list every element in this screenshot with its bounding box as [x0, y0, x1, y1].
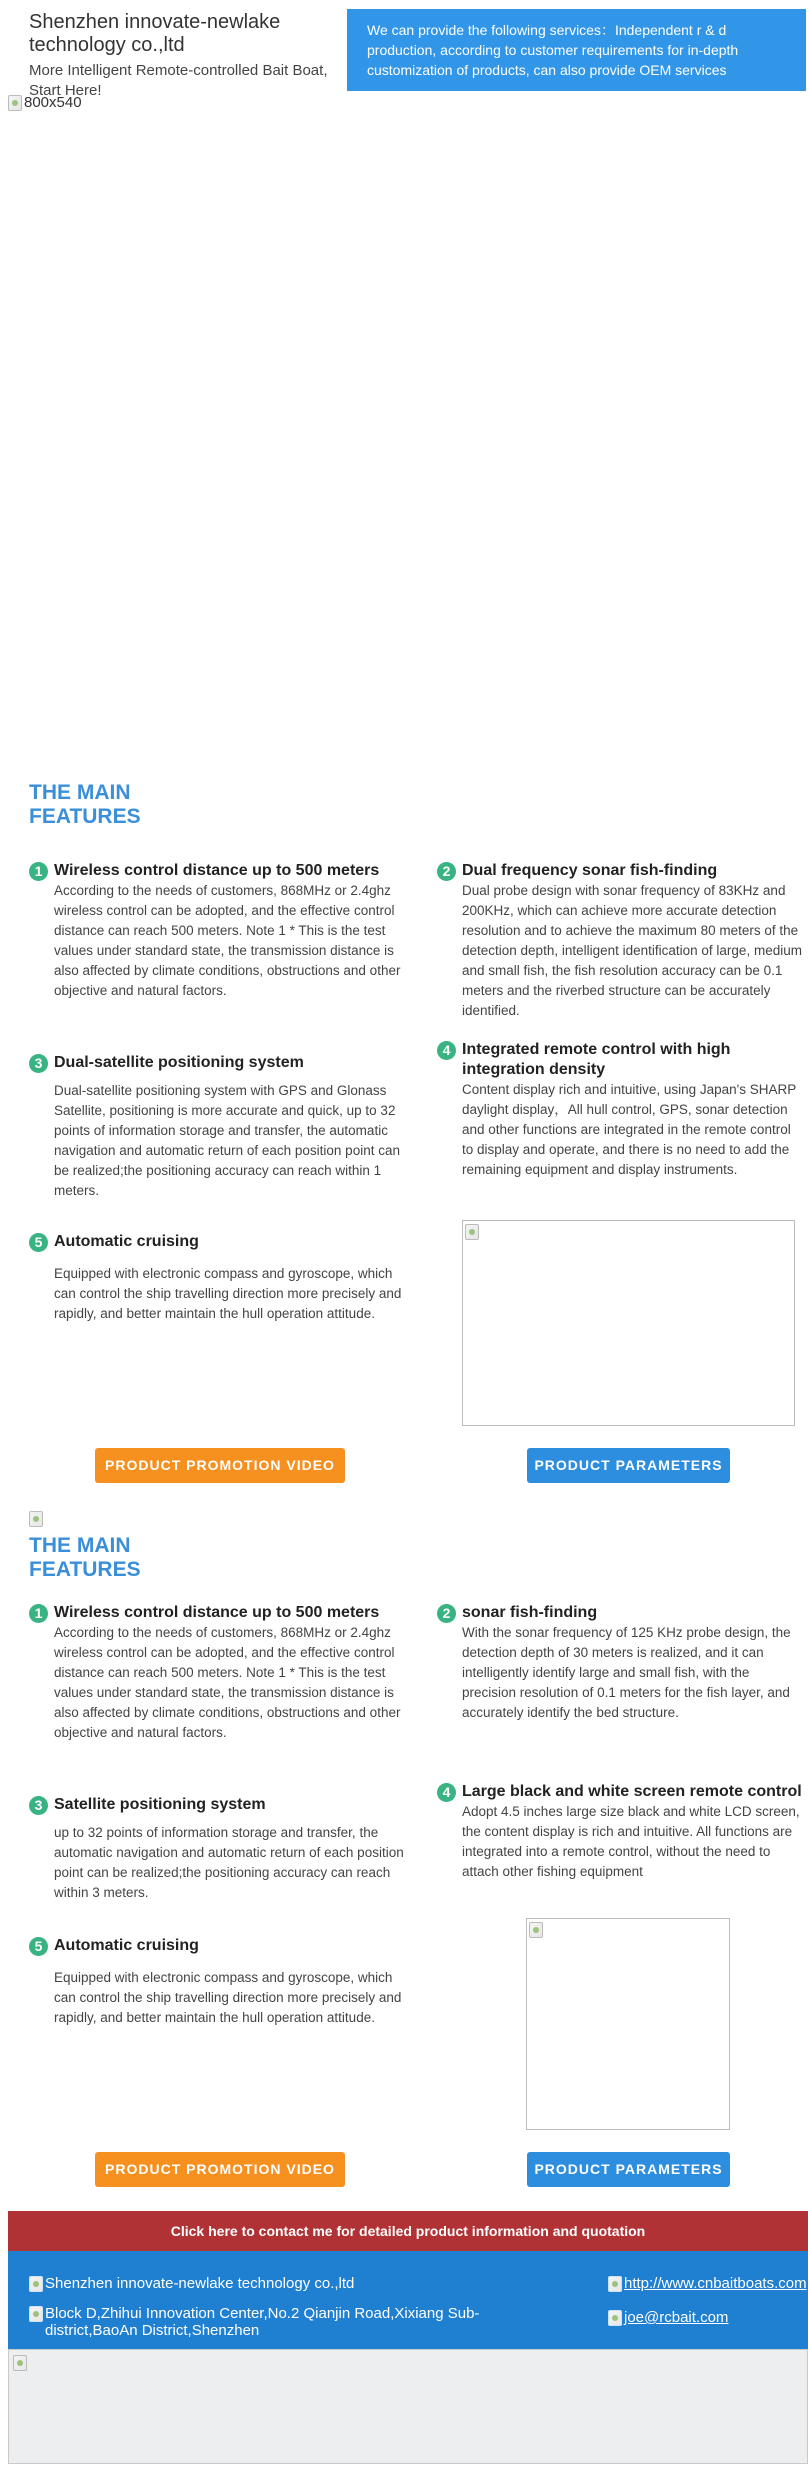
feature-item	[29, 1603, 409, 1743]
feature-number: 1	[29, 1604, 48, 1623]
feature-item	[437, 1782, 802, 1882]
location-icon	[29, 2306, 43, 2322]
company-slogan: More Intelligent Remote-controlled Bait Boat, Start Here!	[29, 62, 328, 99]
feature-item	[29, 1795, 409, 1903]
product-promotion-video-button[interactable]: PRODUCT PROMOTION VIDEO	[95, 2152, 345, 2187]
bottom-map-image	[8, 2349, 808, 2464]
footer-address	[29, 2305, 569, 2339]
feature-item	[437, 1040, 802, 1180]
footer-email[interactable]	[608, 2309, 728, 2326]
footer-website[interactable]	[608, 2275, 807, 2292]
feature-title: sonar fish-finding	[462, 1604, 598, 1621]
globe-icon	[608, 2276, 622, 2292]
feature-number: 2	[437, 862, 456, 881]
feature-item	[29, 1232, 409, 1324]
feature-title: Automatic cruising	[54, 1233, 199, 1250]
feature-description: Content display rich and intuitive, using Japan's SHARP daylight display，All hull control, GPS, sonar detection and other functions are integrated in the remote control to display and operate, and there is no need to add the remaining equipment and display instruments.	[462, 1082, 797, 1177]
feature-description: Equipped with electronic compass and gyroscope, which can control the ship travelling direction more precisely and rapidly, and better maintain the hull operation attitude.	[54, 1970, 402, 2025]
feature-item	[29, 1936, 409, 2028]
feature-description: According to the needs of customers, 868MHz or 2.4ghz wireless control can be adopted, and the effective control distance can reach 500 meters. Note 1 * This is the test values under standard state, the transmission distance is also affected by climate conditions, obstructions and other objective and natural factors.	[54, 1625, 401, 1740]
company-name: Shenzhen innovate-newlake technology co.,ltd	[29, 11, 281, 56]
email-link[interactable]: joe@rcbait.com	[624, 2309, 729, 2326]
feature-description: With the sonar frequency of 125 KHz probe design, the detection depth of 30 meters is realized, and it can intelligently identify large and small fish, with the precision resolution of 0.1 meters for the fish layer, and accurately identify the bed structure.	[462, 1625, 791, 1720]
section-divider-image	[29, 1510, 43, 1532]
mail-icon	[608, 2310, 622, 2326]
remote-control-image	[462, 1220, 795, 1426]
product-parameters-button[interactable]: PRODUCT PARAMETERS	[527, 1448, 730, 1483]
footer-address-text: Block D,Zhihui Innovation Center,No.2 Qianjin Road,Xixiang Sub-district,BaoAn District,Shenzhen	[45, 2305, 480, 2339]
section-title: THE MAIN FEATURES	[29, 1534, 141, 1581]
feature-title: Satellite positioning system	[54, 1796, 266, 1813]
feature-description: up to 32 points of information storage and transfer, the automatic navigation and automatic return of each position point can be realized;the positioning accuracy can reach within 3 meters.	[54, 1825, 404, 1900]
broken-image-icon	[29, 1511, 43, 1527]
broken-image-icon	[465, 1224, 479, 1240]
broken-image-icon	[13, 2355, 27, 2371]
feature-description: Dual-satellite positioning system with GPS and Glonass Satellite, positioning is more accurate and quick, up to 32 points of information storage and transfer, the automatic navigation and automatic return of each position point can be realized;the positioning accuracy can reach within 1 meters.	[54, 1083, 400, 1198]
company-block	[29, 11, 329, 101]
feature-description: Adopt 4.5 inches large size black and white LCD screen, the content display is rich and intuitive. All functions are integrated into a remote control, without the need to attach other fishing equipment	[462, 1804, 800, 1879]
feature-title: Dual frequency sonar fish-finding	[462, 862, 718, 879]
feature-item	[29, 861, 409, 1001]
feature-number: 5	[29, 1937, 48, 1956]
feature-description: According to the needs of customers, 868MHz or 2.4ghz wireless control can be adopted, and the effective control distance can reach 500 meters. Note 1 * This is the test values under standard state, the transmission distance is also affected by climate conditions, obstructions and other objective and natural factors.	[54, 883, 401, 998]
feature-item	[29, 1053, 409, 1201]
feature-number: 5	[29, 1233, 48, 1252]
broken-image-icon	[8, 95, 22, 111]
feature-description: Equipped with electronic compass and gyroscope, which can control the ship travelling direction more precisely and rapidly, and better maintain the hull operation attitude.	[54, 1266, 402, 1321]
hero-image-alt: 800x540	[24, 94, 82, 111]
feature-number: 1	[29, 862, 48, 881]
website-link[interactable]: http://www.cnbaitboats.com	[624, 2275, 807, 2292]
product-promotion-video-button[interactable]: PRODUCT PROMOTION VIDEO	[95, 1448, 345, 1483]
feature-number: 4	[437, 1783, 456, 1802]
feature-number: 2	[437, 1604, 456, 1623]
footer	[8, 2251, 808, 2349]
feature-description: Dual probe design with sonar frequency of 83KHz and 200KHz, which can achieve more accurate detection resolution and to achieve the maximum 80 meters of the detection depth, intelligent identification of large, medium and small fish, the fish resolution accuracy can be 0.1 meters and the riverbed structure can be accurately identified.	[462, 883, 802, 1018]
feature-title: Dual-satellite positioning system	[54, 1054, 304, 1071]
footer-company	[29, 2275, 354, 2292]
feature-title: Wireless control distance up to 500 meters	[54, 1604, 380, 1621]
broken-image-icon	[29, 2276, 43, 2292]
section-title: THE MAIN FEATURES	[29, 781, 141, 828]
feature-number: 4	[437, 1041, 456, 1060]
footer-company-name: Shenzhen innovate-newlake technology co.,ltd	[45, 2275, 355, 2292]
remote-control-image	[526, 1918, 730, 2130]
contact-banner-link[interactable]: Click here to contact me for detailed product information and quotation	[8, 2211, 808, 2251]
feature-title: Integrated remote control with high integration density	[462, 1041, 731, 1078]
feature-title: Automatic cruising	[54, 1937, 199, 1954]
feature-number: 3	[29, 1054, 48, 1073]
page-header	[0, 0, 808, 99]
product-parameters-button[interactable]: PRODUCT PARAMETERS	[527, 2152, 730, 2187]
broken-image-icon	[529, 1922, 543, 1938]
feature-title: Large black and white screen remote control	[462, 1783, 802, 1800]
hero-image	[8, 94, 808, 734]
services-banner: We can provide the following services：Independent r & d production, according to customer requirements for in-depth customization of products, can also provide OEM services	[347, 9, 806, 91]
feature-item	[437, 861, 802, 1021]
feature-title: Wireless control distance up to 500 meters	[54, 862, 380, 879]
feature-item	[437, 1603, 802, 1723]
feature-number: 3	[29, 1796, 48, 1815]
